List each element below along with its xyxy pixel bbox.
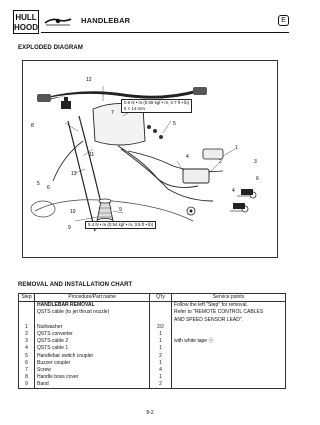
callout-8: 8 [31, 123, 34, 129]
column-header-part: Procedure/Part name [35, 294, 150, 302]
qty-cell: 1 [150, 330, 172, 337]
service-cell [172, 366, 286, 373]
step-cell: 6 [19, 359, 35, 366]
qty-cell: 1 [150, 345, 172, 352]
callout-4-lower: 4 [232, 188, 235, 194]
table-row [19, 345, 286, 352]
exploded-diagram-title: EXPLODED DIAGRAM [18, 45, 83, 51]
part-cell: HANDLEBAR REMOVAL [35, 301, 150, 309]
torque-spec-top-value: 0.9 N • m (0.09 kgf • m, 0.7 ft • lb) [124, 100, 190, 105]
page-title: HANDLEBAR [81, 16, 131, 25]
table-row [19, 309, 286, 316]
service-cell [172, 373, 286, 380]
qty-cell: 2/2 [150, 323, 172, 330]
page-number: 8-2 [146, 410, 154, 416]
part-cell: Band [35, 381, 150, 389]
part-cell: Nut/washer [35, 323, 150, 330]
callout-1: 1 [235, 145, 238, 151]
part-cell: QSTS cable (to jet thrust nozzle) [35, 309, 150, 316]
qty-cell: 2 [150, 381, 172, 389]
qty-cell: 1 [150, 359, 172, 366]
part-cell [35, 316, 150, 323]
callout-13: 13 [71, 171, 77, 177]
table-row [19, 381, 286, 389]
header-rule [41, 32, 289, 33]
table-row [19, 366, 286, 373]
column-header-service: Service points [172, 294, 286, 302]
table-row [19, 373, 286, 380]
service-cell [172, 352, 286, 359]
callout-6-left: 6 [47, 185, 50, 191]
service-cell: Refer to "REMOTE CONTROL CABLES [172, 309, 286, 316]
callout-4-upper: 4 [186, 154, 189, 160]
table-row [19, 301, 286, 309]
cable-tie-icon [233, 189, 253, 209]
qty-cell [150, 309, 172, 316]
qty-cell: 1 [150, 373, 172, 380]
callout-5-upper: 5 [173, 121, 176, 127]
step-cell: 4 [19, 345, 35, 352]
callout-5-lower: 5 [37, 181, 40, 187]
handlebar-icon [43, 14, 73, 28]
step-cell: 5 [19, 352, 35, 359]
step-cell: 8 [19, 373, 35, 380]
section-tab-line2: HOOD [14, 23, 38, 32]
service-cell [172, 359, 286, 366]
service-cell [172, 323, 286, 330]
step-cell: 7 [19, 366, 35, 373]
part-cell: Buzzer coupler [35, 359, 150, 366]
column-header-step: Step [19, 294, 35, 302]
step-cell: 2 [19, 330, 35, 337]
table-row [19, 316, 286, 323]
service-cell [172, 381, 286, 389]
service-cell: AND SPEED SENSOR LEAD". [172, 316, 286, 323]
step-cell: 9 [19, 381, 35, 389]
part-cell: QSTS converter [35, 330, 150, 337]
service-cell [172, 345, 286, 352]
callout-12: 12 [86, 77, 92, 83]
part-cell: QSTS cable 2 [35, 338, 150, 345]
diagram-drawing [23, 61, 279, 259]
callout-9-lower: 9 [68, 225, 71, 231]
column-header-qty: Q'ty [150, 294, 172, 302]
callout-7: 7 [111, 110, 114, 116]
callout-2: 2 [219, 159, 222, 165]
torque-spec-bottom: 5.4 N • m (0.54 kgf • m, 3.9 ft • lb) [85, 221, 156, 229]
step-cell: 3 [19, 338, 35, 345]
table-row [19, 323, 286, 330]
service-cell: with white tape ⓐ [172, 338, 286, 345]
step-cell [19, 316, 35, 323]
table-row [19, 338, 286, 345]
section-tab-line1: HULL [15, 13, 37, 22]
torque-spec-top [121, 99, 192, 113]
page-header [13, 10, 289, 34]
table-row [19, 352, 286, 359]
chart-title: REMOVAL AND INSTALLATION CHART [18, 282, 133, 288]
part-cell: Handlebar switch coupler [35, 352, 150, 359]
callout-10: 10 [70, 209, 76, 215]
table-row [19, 330, 286, 337]
step-cell [19, 301, 35, 309]
service-cell: Follow the left "Step" for removal. [172, 301, 286, 309]
language-badge: E [278, 15, 289, 26]
exploded-diagram [22, 60, 278, 258]
lubricant-icon [61, 97, 71, 109]
service-cell [172, 330, 286, 337]
callout-6-right: 6 [256, 176, 259, 182]
part-cell: Handle boss cover [35, 373, 150, 380]
callout-11: 11 [89, 152, 95, 158]
removal-installation-table [18, 293, 286, 389]
torque-spec-top-size: 6 × 14 mm [124, 106, 145, 111]
fastener-icon [187, 207, 195, 215]
step-cell: 1 [19, 323, 35, 330]
qty-cell [150, 301, 172, 309]
table-header-row [19, 294, 286, 302]
qty-cell: 4 [150, 366, 172, 373]
step-cell [19, 309, 35, 316]
qty-cell: 1 [150, 338, 172, 345]
table-body [19, 301, 286, 388]
callout-3: 3 [254, 159, 257, 165]
qty-cell [150, 316, 172, 323]
section-tab [13, 10, 39, 34]
part-cell: Screw [35, 366, 150, 373]
qty-cell: 2 [150, 352, 172, 359]
part-cell: QSTS cable 1 [35, 345, 150, 352]
callout-9-upper: 9 [119, 207, 122, 213]
table-row [19, 359, 286, 366]
